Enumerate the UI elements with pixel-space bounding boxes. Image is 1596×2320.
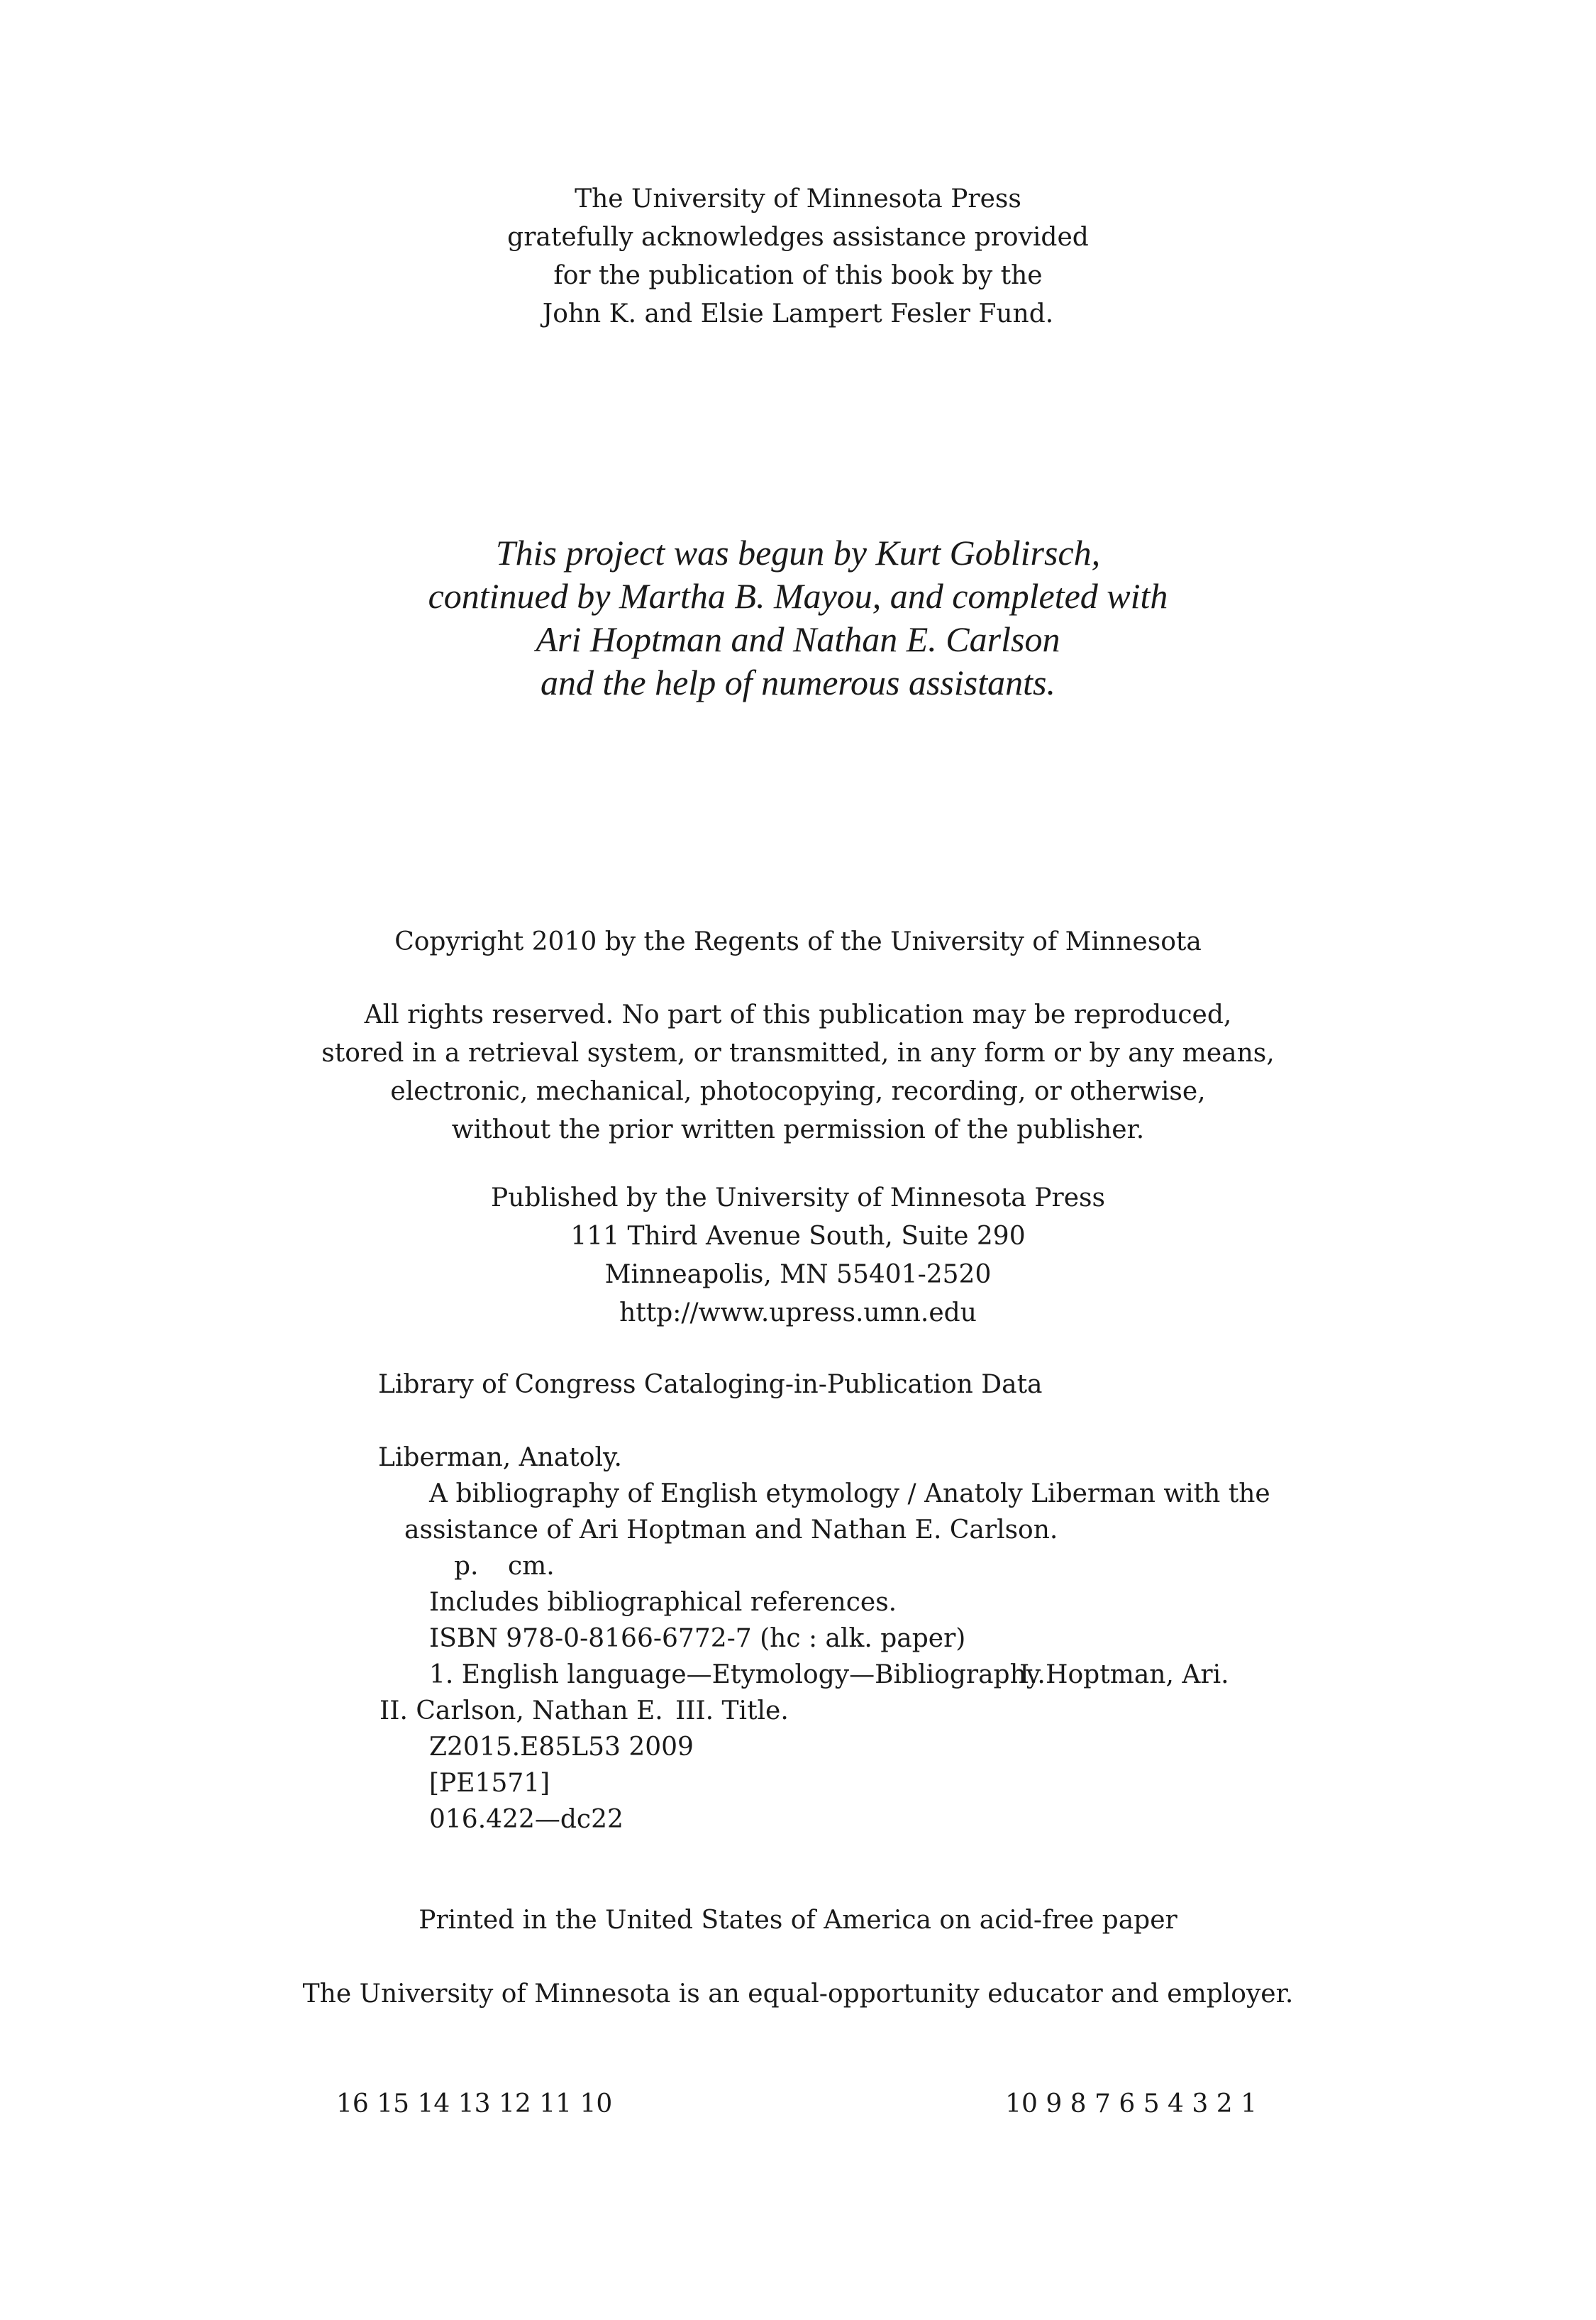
project-credit-line: continued by Martha B. Mayou, and completed with (428, 576, 1168, 616)
rights-line: stored in a retrieval system, or transmitted, in any form or by any means, (321, 1039, 1275, 1068)
project-credit-line: Ari Hoptman and Nathan E. Carlson (536, 619, 1060, 659)
acknowledgment-line: gratefully acknowledges assistance provided (507, 223, 1089, 252)
publisher-url: http://www.upress.umn.edu (619, 1298, 977, 1327)
rights-line: without the prior written permission of the publisher. (451, 1115, 1145, 1144)
publisher-line: Minneapolis, MN 55401-2520 (604, 1260, 992, 1289)
print-runs: 10 9 8 7 6 5 4 3 2 1 (1005, 2089, 1257, 2119)
project-credit-line: This project was begun by Kurt Goblirsch, (495, 533, 1101, 573)
publisher-line: 111 Third Avenue South, Suite 290 (570, 1222, 1026, 1251)
cip-subjects: 1. English language—Etymology—Bibliography. (429, 1660, 1046, 1689)
rights-notice (0, 996, 1596, 1149)
printed-notice (0, 1901, 1596, 1940)
rights-line: All rights reserved. No part of this publication may be reproduced, (364, 1000, 1232, 1029)
publisher-line: Published by the University of Minnesota Press (491, 1183, 1105, 1213)
acknowledgment-line: for the publication of this book by the (553, 261, 1043, 290)
print-years: 16 15 14 13 12 11 10 (336, 2089, 613, 2119)
acknowledgment-line: John K. and Elsie Lampert Fesler Fund. (542, 299, 1054, 328)
cip-pages: p. (454, 1552, 479, 1581)
cip-size: cm. (508, 1552, 555, 1581)
equal-opportunity-line: The University of Minnesota is an equal-opportunity educator and employer. (302, 1979, 1294, 2009)
rights-line: electronic, mechanical, photocopying, recording, or otherwise, (390, 1077, 1206, 1106)
printed-line: Printed in the United States of America on acid-free paper (419, 1906, 1177, 1935)
equal-opportunity-notice (0, 1975, 1596, 2014)
cip-added-entry: I. Hoptman, Ari. (1019, 1660, 1229, 1689)
project-credit (0, 531, 1596, 705)
cip-title: assistance of Ari Hoptman and Nathan E. Carlson. (404, 1515, 1058, 1545)
copyright-line: Copyright 2010 by the Regents of the University of Minnesota (394, 927, 1202, 956)
cip-alt-class: [PE1571] (429, 1769, 550, 1798)
copyright-notice (0, 923, 1596, 961)
cip-dewey: 016.422—dc22 (429, 1805, 624, 1834)
cip-lc-class: Z2015.E85L53 2009 (429, 1733, 694, 1762)
publisher-info (0, 1179, 1596, 1332)
cip-title: A bibliography of English etymology / Anatoly Liberman with the (429, 1479, 1270, 1508)
cip-includes: Includes bibliographical references. (429, 1588, 897, 1617)
cip-isbn: ISBN 978-0-8166-6772-7 (hc : alk. paper) (429, 1624, 966, 1653)
acknowledgment (0, 180, 1596, 333)
project-credit-line: and the help of numerous assistants. (541, 663, 1055, 702)
cip-subjects: II. Carlson, Nathan E. (379, 1696, 663, 1725)
cip-author: Liberman, Anatoly. (378, 1443, 622, 1472)
acknowledgment-line: The University of Minnesota Press (575, 184, 1021, 214)
cip-title-entry: III. Title. (675, 1696, 789, 1725)
cip-heading: Library of Congress Cataloging-in-Publication Data (378, 1370, 1043, 1399)
